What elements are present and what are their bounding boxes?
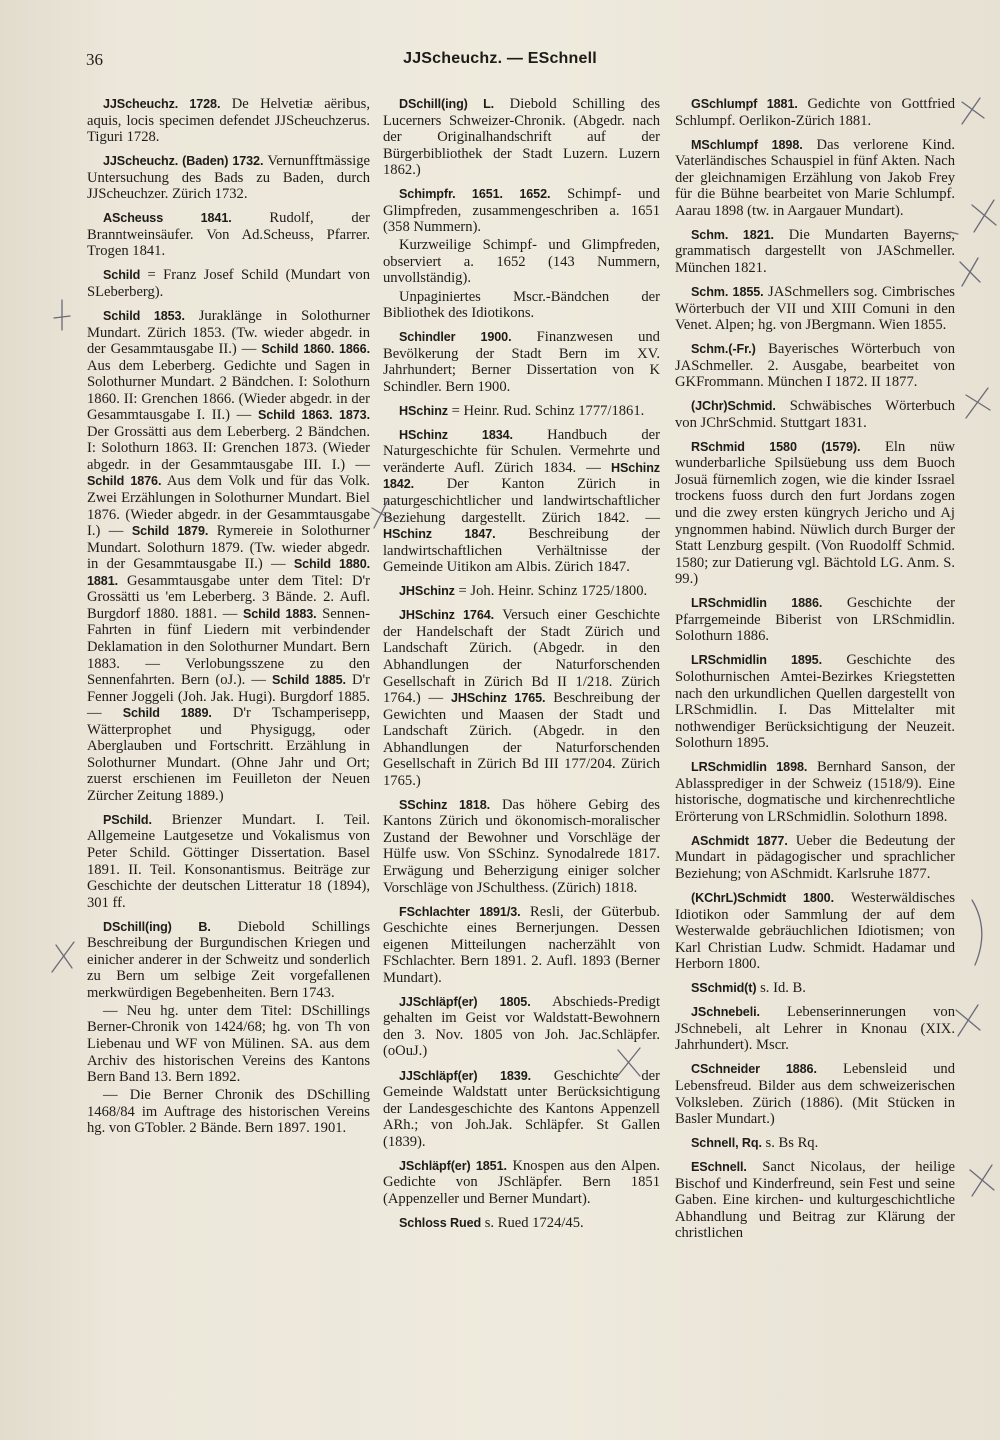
bibliography-entry (87, 1003, 370, 1086)
entry-text: De Helvetiæ aëribus, aquis, locis specimen defendet JJScheuchzerus. Tiguri 1728. (87, 96, 370, 146)
entry-keyword: Schindler 1900. (399, 330, 512, 345)
bibliography-entry (675, 833, 955, 883)
bibliography-entry (383, 607, 660, 789)
entry-text: Lebenserinnerungen von JSchnebeli, alt Lehrer in Knonau (XIX. Jahrhundert). Mscr. (675, 1004, 955, 1054)
entry-keyword: JHSchinz 1764. (399, 608, 495, 623)
entry-keyword: GSchlumpf 1881. (691, 97, 798, 111)
bibliography-entry (87, 308, 370, 804)
bibliography-entry (675, 96, 955, 129)
entry-text: = Heinr. Rud. Schinz 1777/1861. (447, 402, 645, 419)
entry-keyword: Schm.(-Fr.) (691, 342, 756, 357)
entry-keyword: LRSchmidlin 1895. (691, 653, 822, 668)
bibliography-entry (383, 186, 660, 236)
pencil-cross-mark (960, 258, 980, 286)
bibliography-entry (383, 583, 660, 600)
entry-text: Beschreibung der landwirtschaftlichen Verhältnisse der Gemeinde Uitikon am Albis. Zürich 1847. (383, 526, 660, 576)
entry-text: D'r Tschamperisepp, Wätterprophet und Physigugg, oder Aberglauben und Fortschritt. Erzählung in Solothurner Mundart. (Ohne Jahr und Ort; zuerst erschienen im Feuilleton der Neuen Zürcher Zeitung 1889.) (87, 705, 370, 804)
entry-keyword: PSchild. (103, 812, 152, 827)
entry-text: Aus dem Volk und für das Volk. Zwei Erzählungen in Solothurner Mundart. Biel 1876. (Wieder abgedr. in der Gesammtausgabe I.) — (87, 473, 370, 540)
pencil-cross-mark (972, 200, 996, 232)
entry-text: Handbuch der Naturgeschichte für Schulen. Vermehrte und veränderte Aufl. Zürich 1834. — (383, 426, 660, 476)
entry-keyword: SSchmid(t) (691, 981, 757, 996)
entry-text: Finanzwesen und Bevölkerung der Stadt Bern im XV. Jahrhundert; Berner Dissertation von K Schindler. Bern 1900. (383, 329, 660, 395)
entry-keyword: ESchnell. (691, 1160, 747, 1175)
pencil-cross-mark (962, 98, 984, 124)
bibliography-entry (675, 227, 955, 277)
bibliography-entry (675, 595, 955, 645)
entry-keyword: Schild (103, 268, 141, 283)
entry-keyword: JHSchinz 1765. (450, 691, 546, 706)
entry-text: Der Grossätti aus dem Leberberg. 2 Bändchen. I: Solothurn 1863. II: Grenchen 1873. (Wieder abgedr. in der Gesammtausgabe III. I.) — (87, 423, 370, 473)
entry-keyword: Schild 1883. (242, 606, 317, 621)
bibliography-entry (675, 439, 955, 588)
entry-text: Der Kanton Zürich in naturgeschichtlicher und landwirtschaftlicher Beziehung dargestellt. Zürich 1842. — (383, 476, 660, 526)
bibliography-entry (675, 652, 955, 751)
bibliography-entry (383, 329, 660, 395)
entry-keyword: Schild 1879. (131, 524, 209, 539)
running-head: JJScheuchz. — ESchnell (403, 50, 597, 67)
entry-keyword: Schild 1853. (103, 309, 185, 324)
bibliography-entry (87, 267, 370, 300)
pencil-cross-mark (966, 388, 990, 418)
entry-keyword: Schnell, Rq. (691, 1136, 762, 1151)
bibliography-entry (675, 1159, 955, 1242)
entry-text: Die Mundarten Bayerns, grammatisch dargestellt von JASchmeller. München 1821. (675, 226, 955, 276)
entry-keyword: HSchinz 1847. (383, 527, 496, 542)
bibliography-entry (383, 1215, 660, 1232)
bibliography-entry (383, 994, 660, 1060)
entry-keyword: LRSchmidlin 1898. (691, 760, 808, 775)
bibliography-entry (675, 1061, 955, 1127)
entry-keyword: JJSchläpf(er) 1805. (399, 994, 531, 1009)
entry-text: Das höhere Gebirg des Kantons Zürich und ökonomisch-moralischer Zustand der Bewohner und Vorschläge der Hülfe usw. Von SSchinz. Synodalrede 1817. Erwägung und Beherzigung einiger solcher Vorschläge von JSchulthess. (Zürich) 1818. (383, 796, 660, 896)
bibliography-entry (87, 153, 370, 203)
entry-keyword: JJSchläpf(er) 1839. (399, 1068, 532, 1083)
entry-text: — Neu hg. unter dem Titel: DSchillings Berner-Chronik von 1424/68; hg. von Th von Liebenau und WF von Mülinen. SA. aus dem Archiv des historischen Vereins des Kantons Bern Band 13. Bern 1892. (87, 1002, 370, 1086)
entry-text: Vernunfftmässige Untersuchung des Bads zu Baden, durch JJScheuchzer. Zürich 1732. (87, 153, 371, 203)
entry-text: s. Id. B. (756, 980, 806, 997)
entry-text: s. Bs Rq. (761, 1135, 819, 1152)
entry-keyword: HSchinz 1842. (383, 460, 660, 492)
entry-keyword: JJScheuchz. (Baden) 1732. (103, 154, 264, 169)
bibliography-entry (675, 1004, 955, 1054)
entry-text: Das verlorene Kind. Vaterländisches Schauspiel in fünf Akten. Nach der gleichnamigen Erzählung von Jakob Frey für die Bühne bearbeitet von Marie Schlumpf. Aarau 1898 (tw. in Aargauer Mundart). (675, 136, 955, 219)
entry-text: Gesammtausgabe unter dem Titel: D'r Grossätti us 'em Leberberg. 3 Bände. 2. Aufl. Burgdorf 1880. 1881. — (87, 572, 370, 622)
entry-text: Versuch einer Geschichte der Handelschaft der Stadt Zürich und Landschaft Zürich. (Abgedr. in den Abhandlungen der Naturforschenden Gesellschaft in Zürich Bd II 1/218. Zürich 1764.) — (383, 607, 660, 707)
entry-text: Schimpf- und Glimpfreden, zusammengeschriben a. 1651 (358 Nummern). (383, 186, 660, 236)
entry-keyword: Schimpfr. 1651. 1652. (399, 187, 551, 202)
entry-keyword: HSchinz 1834. (399, 427, 513, 442)
bibliography-entry (675, 1135, 955, 1152)
pencil-curve-mark (972, 900, 982, 965)
entry-keyword: Schloss Rued (399, 1215, 482, 1230)
entry-text: Geschichte der Gemeinde Waldstatt unter Berücksichtigung der Landesgeschichte des Kantons Appenzell ARh.; von Joh.Jak. Schläpfer. St Gallen (1839). (383, 1067, 660, 1150)
bibliography-entry (675, 759, 955, 825)
entry-text: Rymereie in Solothurner Mundart. Solothurn 1879. (Tw. wieder abgedr. in der Gesammtausgabe II.) — (87, 523, 370, 573)
entry-keyword: JSchnebeli. (691, 1005, 760, 1020)
bibliography-entry (87, 1087, 370, 1137)
bibliography-entry (383, 797, 660, 896)
column-middle (383, 96, 660, 1239)
entry-keyword: (KChrL)Schmidt 1800. (691, 891, 834, 906)
bibliography-entry (675, 890, 955, 973)
entry-keyword: JHSchinz (399, 584, 455, 599)
pencil-cross-mark (52, 942, 74, 972)
entry-keyword: DSchill(ing) L. (399, 97, 495, 111)
entry-text: Eln nüw wunderbarliche Spilsüebung uss dem Buoch Josuä fürnemlich zogen, wie die kinder Issrael trockens fuoss durch den furt Jordans zogen und die zwey ersten küngrych Jericho und Aj yngnommen habind. Nüwlich durch Burger der Statt Lenzburg gespilt. (Von Ruodolff Schmid. 1580; zur Datierung vgl. Bächtold LG. Anm. S. 99.) (675, 438, 956, 588)
entry-text: = Joh. Heinr. Schinz 1725/1800. (454, 583, 648, 600)
bibliography-entry (675, 341, 955, 391)
entry-text: Kurzweilige Schimpf- und Glimpfreden, observiert a. 1652 (143 Nummern, unvollständig). (383, 237, 660, 287)
entry-keyword: MSchlumpf 1898. (691, 137, 803, 152)
entry-text: Diebold Schillings Beschreibung der Burgundischen Kriegen und einicher anderer in der Schweitz und sonderlich zu Bern um selbige Zeit vorgefallenen merkwürdigen Begebenheiten. Bern 1743. (87, 918, 370, 1001)
page-number: 36 (86, 50, 103, 69)
entry-text: Beschreibung der Gewichten und Maasen der Stadt und Landschaft Zürich. (Abgedr. in den Abhandlungen der Naturforschenden Gesellschaft in Zürich Bd III 177/204. Zürich 1765.) (383, 690, 660, 789)
entry-keyword: SSchinz 1818. (399, 797, 491, 812)
entry-keyword: Schm. 1821. (691, 227, 774, 242)
entry-text: Sanct Nicolaus, der heilige Bischof und Kinderfreund, sein Fest und seine Gaben. Eine kirchen- und kulturgeschichtliche Abhandlung und Beitrag zur Klärung der christlichen (675, 1159, 955, 1242)
entry-text: D'r Fenner Joggeli (Joh. Jak. Hugi). Burgdorf 1885. — (87, 672, 370, 722)
entry-text: Westerwäldisches Idiotikon oder Sammlung der auf dem Westerwalde gebräuchlichen Idiotismen; von Karl Christian Ludw. Schmidt. Hadamar und Herborn 1800. (675, 890, 956, 973)
bibliography-entry (383, 289, 660, 322)
entry-text: — Die Berner Chronik des DSchilling 1468/84 im Auftrage des historischen Vereins hg. von GTobler. 2 Bände. Bern 1897. 1901. (87, 1087, 370, 1137)
entry-text: Resli, der Güterbub. Geschichte eines Bernerjungen. Dessen eigenen Mitteilungen nacherzählt von FSchlachter. Bern 1891. 2. Aufl. 1893 (Berner Mundart). (383, 903, 660, 986)
entry-text: Lebensleid und Lebensfreud. Bilder aus dem schweizerischen Volksleben. Zürich (1886). (Mit Stücken in Basler Mundart.) (675, 1061, 955, 1128)
bibliography-entry (383, 904, 660, 987)
entry-keyword: (JChr)Schmid. (691, 399, 776, 414)
entry-text: Ueber die Bedeutung der Mundart in pädagogischer und sprachlicher Beziehung; von ASchmidt. Karlsruhe 1877. (675, 832, 956, 882)
column-right (675, 96, 955, 1249)
entry-text: Knospen aus den Alpen. Gedichte von JSchläpfer. Bern 1851 (Appenzeller und Berner Mundart). (383, 1157, 661, 1207)
entry-text: Bayerisches Wörterbuch von JASchmeller. 2. Ausgabe, bearbeitet von GKFrommann. München I 1872. II 1877. (675, 341, 955, 391)
entry-keyword: HSchinz (399, 403, 448, 418)
bibliography-entry (87, 812, 370, 911)
pencil-cross-mark (970, 1165, 994, 1196)
entry-text: Rudolf, der Branntweinsäufer. Von Ad.Scheuss, Pfarrer. Trogen 1841. (87, 210, 370, 260)
bibliography-entry (383, 427, 660, 576)
bibliography-entry (383, 1158, 660, 1208)
bibliography-entry (675, 284, 955, 334)
entry-text: Aus dem Leberberg. Gedichte und Sagen in Solothurner Mundart. 2 Bändchen. I: Solothurn 1860. II: Grenchen 1866. (Wieder abgedr. in der Gesammtausgabe I. II.) — (87, 357, 370, 424)
entry-keyword: Schild 1863. 1873. (257, 408, 370, 423)
entry-keyword: DSchill(ing) B. (103, 919, 211, 934)
entry-text: Unpaginiertes Mscr.-Bändchen der Bibliothek des Idiotikons. (383, 288, 660, 322)
bibliography-entry (383, 237, 660, 287)
entry-keyword: Schild 1880. 1881. (87, 557, 370, 588)
column-left (87, 96, 370, 1144)
entry-text: Diebold Schilling des Lucerners Schweizer-Chronik. (Abgedr. nach der Originalhandschrift auf der Bürgerbibliothek der Stadt Luzern. Luzern 1862.) (383, 96, 661, 179)
bibliography-entry (87, 210, 370, 260)
entry-keyword: FSchlachter 1891/3. (399, 904, 521, 919)
entry-text: Bernhard Sanson, der Ablassprediger in der Schweiz (1518/9). Eine historische, dogmatische und kirchenrechtliche Erörterung von LRSchmidlin. Solothurn 1898. (675, 759, 955, 825)
entry-text: Geschichte des Solothurnischen Amtei-Bezirkes Kriegstetten nach den urkundlichen Quellen dargestellt von LRSchmidlin. I. Das Mittelalter mit nothwendiger Berücksichtigung der Neuzeit. Solothurn 1895. (675, 652, 955, 752)
entry-keyword: Schm. 1855. (691, 284, 764, 299)
bibliography-entry (675, 137, 955, 220)
bibliography-entry (87, 96, 370, 146)
pencil-tick-mark (54, 300, 70, 330)
bibliography-entry (87, 919, 370, 1002)
entry-keyword: ASchmidt 1877. (691, 833, 788, 848)
bibliography-entry (383, 96, 660, 179)
bibliography-entry (383, 1068, 660, 1151)
entry-keyword: AScheuss 1841. (103, 211, 232, 226)
entry-keyword: Schild 1860. 1866. (261, 342, 370, 357)
entry-text: Sennen-Fahrten in fünf Liedern mit verbindender Deklamation in den Solothurner Mundart. Bern 1883. — Verlobungsszene zu den Sennenfahrten. Bern (oJ.). — (87, 605, 370, 689)
entry-text: Gedichte von Gottfried Schlumpf. Oerlikon-Zürich 1881. (675, 96, 955, 129)
bibliography-entry (383, 403, 660, 420)
entry-text: JASchmellers sog. Cimbrisches Wörterbuch der VII und XIII Comuni in den Venet. Alpen; hg. von JBergmann. Wien 1855. (675, 283, 955, 334)
entry-keyword: Schild 1889. (122, 706, 212, 721)
entry-text: Brienzer Mundart. I. Teil. Allgemeine Lautgesetze und Vokalismus von Peter Schild. Göttinger Dissertation. Basel 1891. II. Teil. Konsonantismus. Beiträge zur Geschichte der deutschen Litteratur 18 (1894), 301 ff. (87, 811, 370, 911)
bibliography-entry (675, 398, 955, 431)
entry-text: Geschichte der Pfarrgemeinde Biberist von LRSchmidlin. Solothurn 1886. (675, 595, 955, 645)
entry-text: Juraklänge in Solothurner Mundart. Zürich 1853. (Tw. wieder abgedr. in der Gesammtausgabe II.) — (87, 308, 371, 358)
pencil-cross-mark (956, 1005, 980, 1036)
entry-text: Abschieds-Predigt gehalten im Geist vor Waldstatt-Bewohnern den 3. Nov. 1805 von Joh. Jac.Schläpfer. (oOuJ.) (383, 993, 660, 1060)
entry-keyword: Schild 1885. (271, 673, 346, 688)
bibliography-entry (675, 980, 955, 997)
entry-keyword: LRSchmidlin 1886. (691, 596, 823, 611)
entry-text: Schwäbisches Wörterbuch von JChrSchmid. Stuttgart 1831. (675, 398, 955, 431)
entry-keyword: CSchneider 1886. (691, 1062, 817, 1077)
entry-text: s. Rued 1724/45. (481, 1214, 584, 1231)
entry-text: = Franz Josef Schild (Mundart von SLeberberg). (87, 267, 370, 300)
entry-keyword: JJScheuchz. 1728. (103, 97, 221, 111)
entry-keyword: JSchläpf(er) 1851. (399, 1158, 507, 1173)
entry-keyword: Schild 1876. (87, 474, 162, 489)
entry-keyword: RSchmid 1580 (1579). (691, 439, 861, 454)
